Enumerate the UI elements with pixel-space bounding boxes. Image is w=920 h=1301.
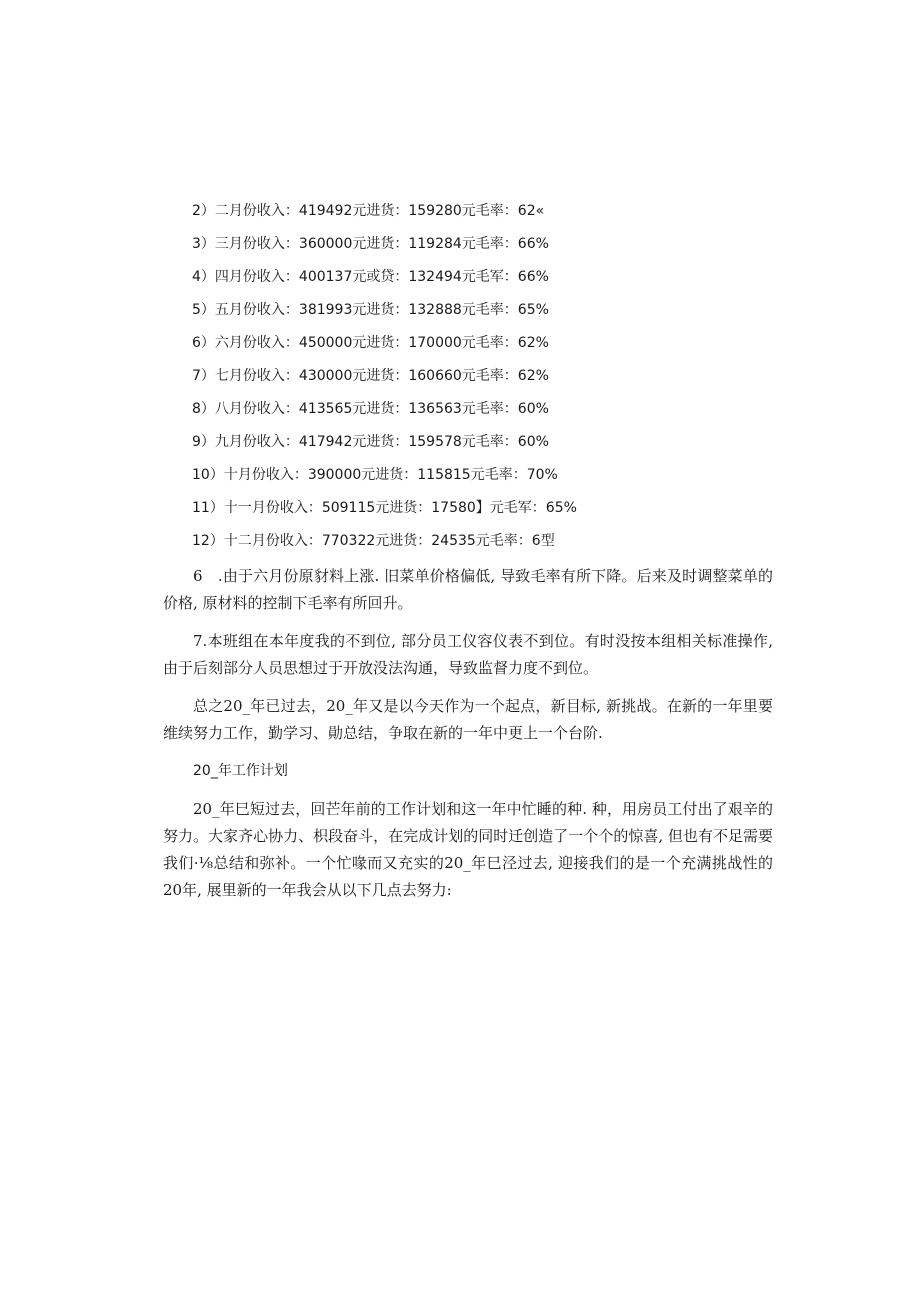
list-item: 8）八月份收入：413565元进货：136563元毛率：60% [192,401,549,417]
list-item: 11）十一月份收入：509115元进货：17580】元毛军：65% [192,500,577,516]
list-item: 4）四月份收入：400137元或贷：132494元毛军：66% [192,269,549,285]
body-text [163,563,773,915]
list-item: 3）三月份收入：360000元进货：119284元毛率：66% [192,236,549,252]
list-item: 9）九月份收入：417942元进货：159578元毛率：60% [192,434,549,450]
paragraph-6: 6 .由于六月份原豺料上涨. 旧菜单价格偏低, 导致毛率有所下降。后来及时调整菜单的价格, 原材料的控制下毛率有所回升。 [163,567,773,612]
list-item: 12）十二月份收入：770322元进货：24535元毛率：6型 [192,533,555,549]
list-item: 10）十月份收入：390000元进货：115815元毛率：70% [192,467,558,483]
list-item: 7）七月份收入：430000元进货：160660元毛率：62% [192,368,549,384]
monthly-income-list [192,200,577,563]
list-item: 2）二月份收入：419492元进货：159280元毛率：62« [192,203,545,219]
paragraph-7: 7.本班组在本年度我的不到位, 部分员工仪容仪表不到位。有时没按本组相关标准操作, 由于后刻部分人员思想过于开放没法沟通，导致监督力度不到位。 [163,632,773,677]
list-item: 5）五月份收入：381993元进货：132888元毛率：65% [192,302,549,318]
plan-paragraph: 20_年巳短过去，回芒年前的工作计划和这一年中忙睡的种. 种，用房员工付出了艰辛的努力。大家齐心协力、枳段奋斗，在完成计划的同时迁创造了一个个的惊喜, 但也有不足需要我们·⅛总结和弥补。一个忙喙而又充实的20_年巳泾过去, 迎接我们的是一个充满挑战性的20年, 展里新的一年我会从以下几点去努力: [163,800,773,899]
summary-paragraph: 总之20_年已过去，20_年又是以今天作为一个起点，新目标, 新挑战。在新的一年里要维续努力工作，勤学习、勛总结，争取在新的一年中更上一个台阶. [163,697,773,742]
list-item: 6）六月份收入：450000元进货：170000元毛率：62% [192,335,549,351]
plan-heading: 20_年工作计划 [193,763,288,779]
